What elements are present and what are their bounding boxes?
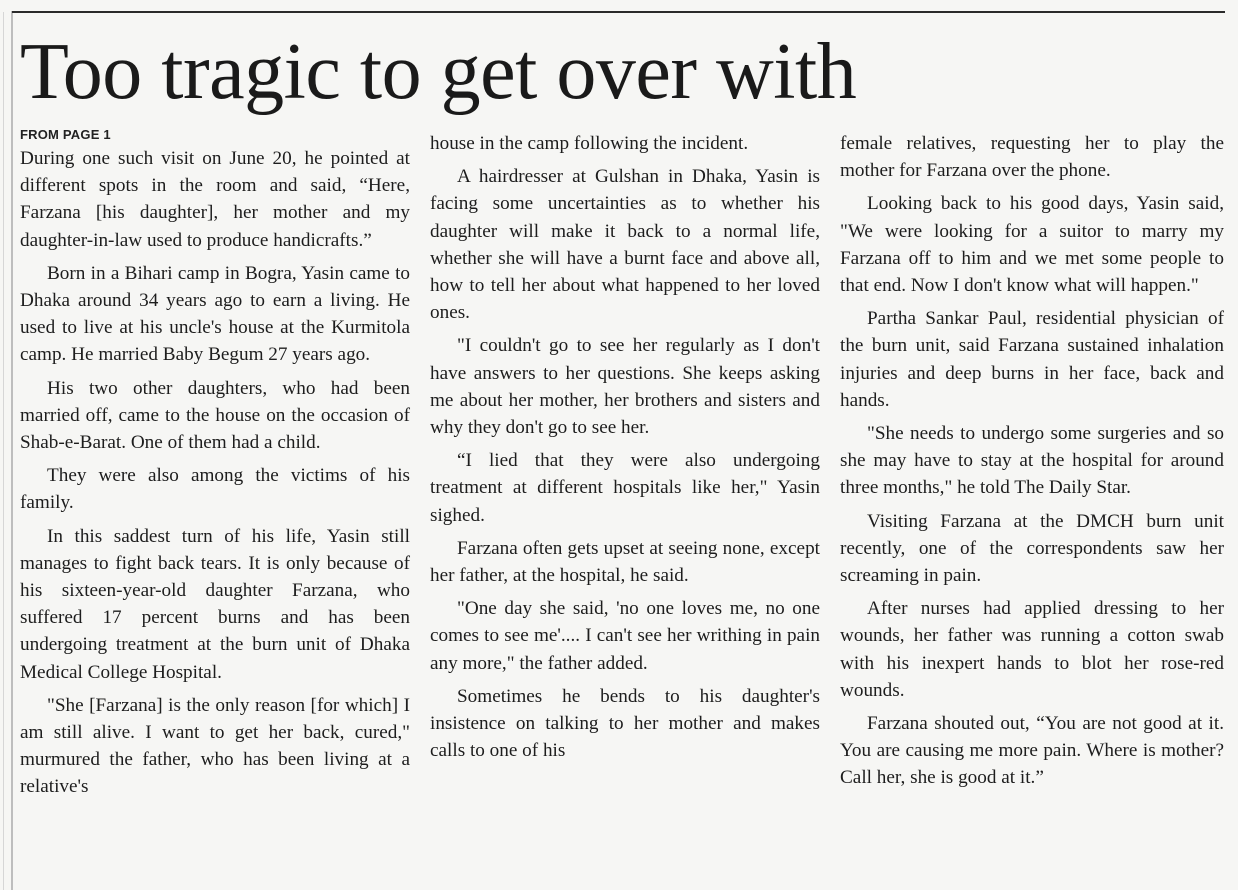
paragraph: A hairdresser at Gulshan in Dhaka, Yasin is facing some uncertainties as to whether his daughter will make it back to a normal life, whether she will have a burnt face and above all, how to tell her about what happened to her loved ones. (430, 166, 820, 324)
paragraph: His two other daughters, who had been married off, came to the house on the occasion of Shab-e-Barat. One of them had a child. (20, 377, 410, 454)
paragraph: Sometimes he bends to his daughter's insistence on talking to her mother and makes calls to one of his (430, 685, 820, 762)
article-column-3 (840, 130, 1224, 798)
paragraph: "She [Farzana] is the only reason [for which] I am still alive. I want to get her back, cured," murmured the father, who has been living at a relative's (20, 694, 410, 798)
article-column-1 (20, 126, 410, 807)
paragraph: After nurses had applied dressing to her wounds, her father was running a cotton swab with his inexpert hands to blot her rose-red wounds. (840, 598, 1224, 701)
kicker-from-page: FROM PAGE 1 (20, 127, 111, 142)
paragraph-continued: female relatives, requesting her to play the mother for Farzana over the phone. (840, 133, 1224, 182)
paragraph: In this saddest turn of his life, Yasin still manages to fight back tears. It is only because of his sixteen-year-old daughter Farzana, who suffered 17 percent burns and has been undergoing treatment at the burn unit of Dhaka Medical College Hospital. (20, 525, 410, 683)
page-edge-line (3, 12, 4, 890)
paragraph: "She needs to undergo some surgeries and so she may have to stay at the hospital for around three months," he told The Daily Star. (840, 423, 1224, 499)
paragraph-continued: house in the camp following the incident. (430, 133, 749, 154)
paragraph: Born in a Bihari camp in Bogra, Yasin came to Dhaka around 34 years ago to earn a living. He used to live at his uncle's house at the Kurmitola camp. He married Baby Begum 27 years ago. (20, 262, 410, 366)
paragraph: Partha Sankar Paul, residential physician of the burn unit, said Farzana sustained inhalation injuries and deep burns in her face, back and hands. (840, 308, 1224, 411)
paragraph: They were also among the victims of his family. (20, 465, 410, 514)
headline: Too tragic to get over with (20, 28, 857, 116)
paragraph: Farzana shouted out, “You are not good at it. You are causing me more pain. Where is mother? Call her, she is good at it.” (840, 713, 1224, 789)
paragraph: Farzana often gets upset at seeing none, except her father, at the hospital, he said. (430, 537, 820, 587)
paragraph: "I couldn't go to see her regularly as I don't have answers to her questions. She keeps asking me about her mother, her brothers and sisters and why they don't go to see her. (430, 335, 820, 439)
paragraph: Looking back to his good days, Yasin said, "We were looking for a suitor to marry my Farzana off to him and we met some people to that end. Now I don't know what will happen." (840, 193, 1224, 297)
paragraph: Visiting Farzana at the DMCH burn unit recently, one of the correspondents saw her screaming in pain. (840, 510, 1224, 587)
top-border-rule (12, 11, 1225, 13)
paragraph: “I lied that they were also undergoing treatment at different hospitals like her," Yasin sighed. (430, 450, 820, 526)
left-border-rule (11, 11, 13, 890)
paragraph: During one such visit on June 20, he pointed at different spots in the room and said, “Here, Farzana [his daughter], her mother and my daughter-in-law used to produce handicrafts.” (20, 148, 410, 251)
paragraph: "One day she said, 'no one loves me, no one comes to see me'.... I can't see her writhing in pain any more," the father added. (430, 598, 820, 674)
article-column-2 (430, 130, 820, 770)
